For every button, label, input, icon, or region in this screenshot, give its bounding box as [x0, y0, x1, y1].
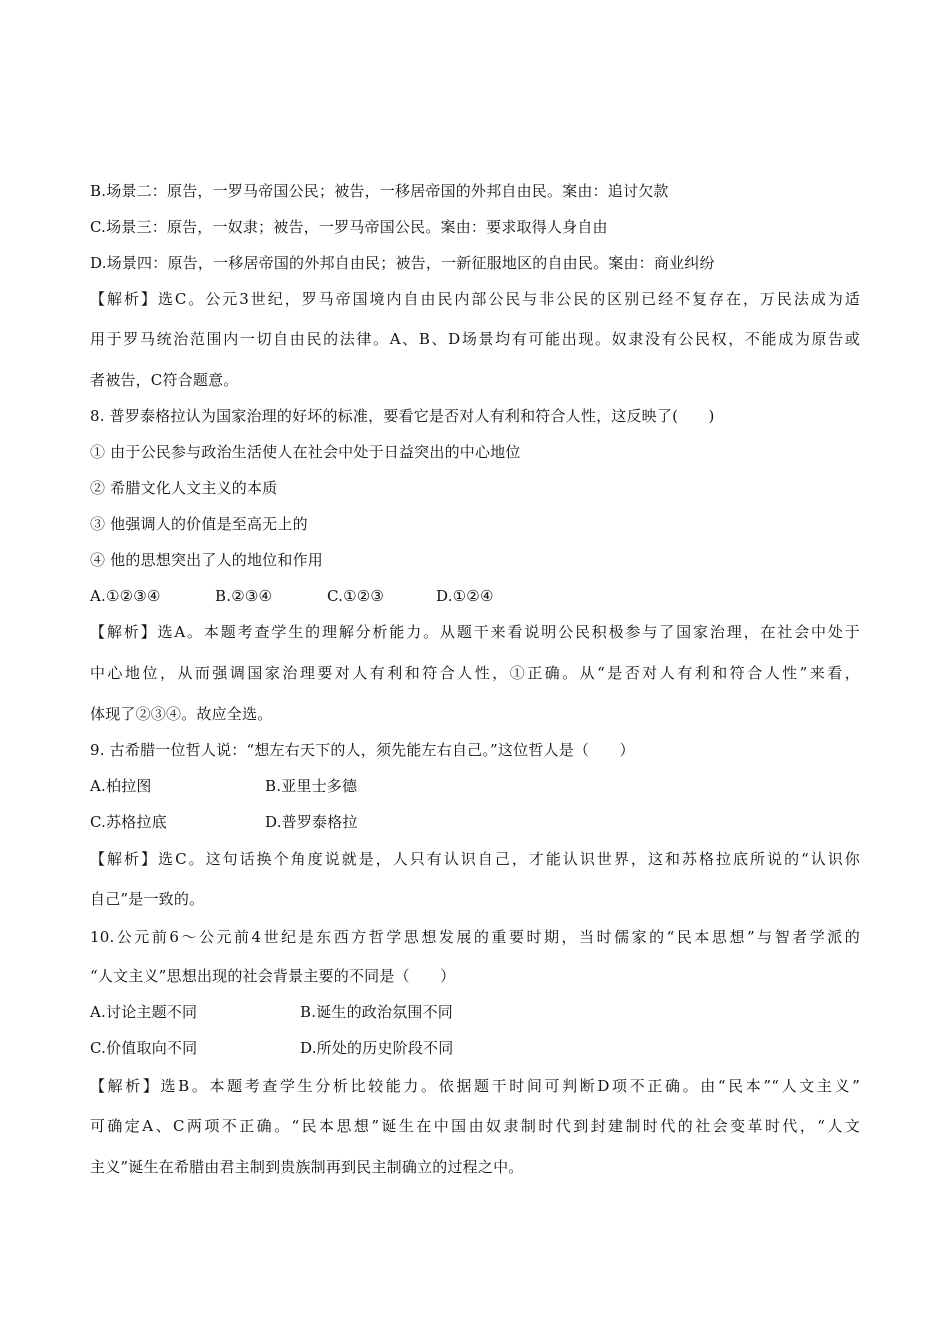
q10-analysis-line-2: 可确定A、C两项不正确。“民本思想”诞生在中国由奴隶制时代到封建制时代的社会变革时代，“人文 — [90, 1117, 860, 1135]
q8-option-b: B.②③④ — [215, 587, 273, 605]
q9-option-b: B.亚里士多德 — [265, 777, 358, 795]
q8-item-3: ③ 他强调人的价值是至高无上的 — [90, 515, 308, 533]
q10-stem-line-1: 10.公元前6～公元前4世纪是东西方哲学思想发展的重要时期，当时儒家的“民本思想”与智者学派的 — [90, 928, 860, 946]
q8-item-2: ② 希腊文化人文主义的本质 — [90, 479, 278, 497]
q8-item-4: ④ 他的思想突出了人的地位和作用 — [90, 551, 323, 569]
q10-analysis-line-1: 【解析】选B。本题考查学生分析比较能力。依据题干时间可判断D项不正确。由“民本”“人文主义” — [90, 1077, 860, 1095]
q7-option-b: B.场景二：原告，一罗马帝国公民；被告，一移居帝国的外邦自由民。案由：追讨欠款 — [90, 182, 669, 200]
q9-analysis-line-2: 自己”是一致的。 — [90, 890, 205, 908]
q7-option-d: D.场景四：原告，一移居帝国的外邦自由民；被告，一新征服地区的自由民。案由：商业纠纷 — [90, 254, 715, 272]
q8-item-1: ① 由于公民参与政治生活使人在社会中处于日益突出的中心地位 — [90, 443, 521, 461]
q8-analysis-line-1: 【解析】选A。本题考查学生的理解分析能力。从题干来看说明公民积极参与了国家治理，在社会中处于 — [90, 623, 860, 641]
q7-analysis-line-2: 用于罗马统治范围内一切自由民的法律。A、B、D场景均有可能出现。奴隶没有公民权，不能成为原告或 — [90, 330, 860, 348]
q9-analysis-line-1: 【解析】选C。这句话换个角度说就是，人只有认识自己，才能认识世界，这和苏格拉底所说的“认识你 — [90, 850, 860, 868]
q8-analysis-line-3: 体现了②③④。故应全选。 — [90, 705, 273, 723]
q8-analysis-line-2: 中心地位，从而强调国家治理要对人有利和符合人性，①正确。从“是否对人有利和符合人性”来看， — [90, 664, 860, 682]
q10-option-d: D.所处的历史阶段不同 — [300, 1039, 454, 1057]
q9-option-c: C.苏格拉底 — [90, 813, 167, 831]
q8-option-a: A.①②③④ — [90, 587, 161, 605]
q10-analysis-line-3: 主义”诞生在希腊由君主制到贵族制再到民主制确立的过程之中。 — [90, 1158, 524, 1176]
q9-option-a: A.柏拉图 — [90, 777, 152, 795]
q7-analysis-line-1: 【解析】选C。公元3世纪，罗马帝国境内自由民内部公民与非公民的区别已经不复存在，万民法成为适 — [90, 290, 860, 308]
q9-stem: 9. 古希腊一位哲人说：“想左右天下的人，须先能左右自己。”这位哲人是（ ） — [90, 741, 635, 759]
q7-option-c: C.场景三：原告，一奴隶；被告，一罗马帝国公民。案由：要求取得人身自由 — [90, 218, 608, 236]
q8-stem: 8. 普罗泰格拉认为国家治理的好坏的标准，要看它是否对人有利和符合人性，这反映了( ) — [90, 407, 715, 425]
q9-option-d: D.普罗泰格拉 — [265, 813, 358, 831]
q8-option-c: C.①②③ — [327, 587, 385, 605]
q7-analysis-line-3: 者被告，C符合题意。 — [90, 371, 239, 389]
q10-option-a: A.讨论主题不同 — [90, 1003, 198, 1021]
q8-option-d: D.①②④ — [436, 587, 494, 605]
q10-option-c: C.价值取向不同 — [90, 1039, 198, 1057]
q10-option-b: B.诞生的政治氛围不同 — [300, 1003, 453, 1021]
q10-stem-line-2: “人文主义”思想出现的社会背景主要的不同是（ ） — [90, 967, 456, 985]
